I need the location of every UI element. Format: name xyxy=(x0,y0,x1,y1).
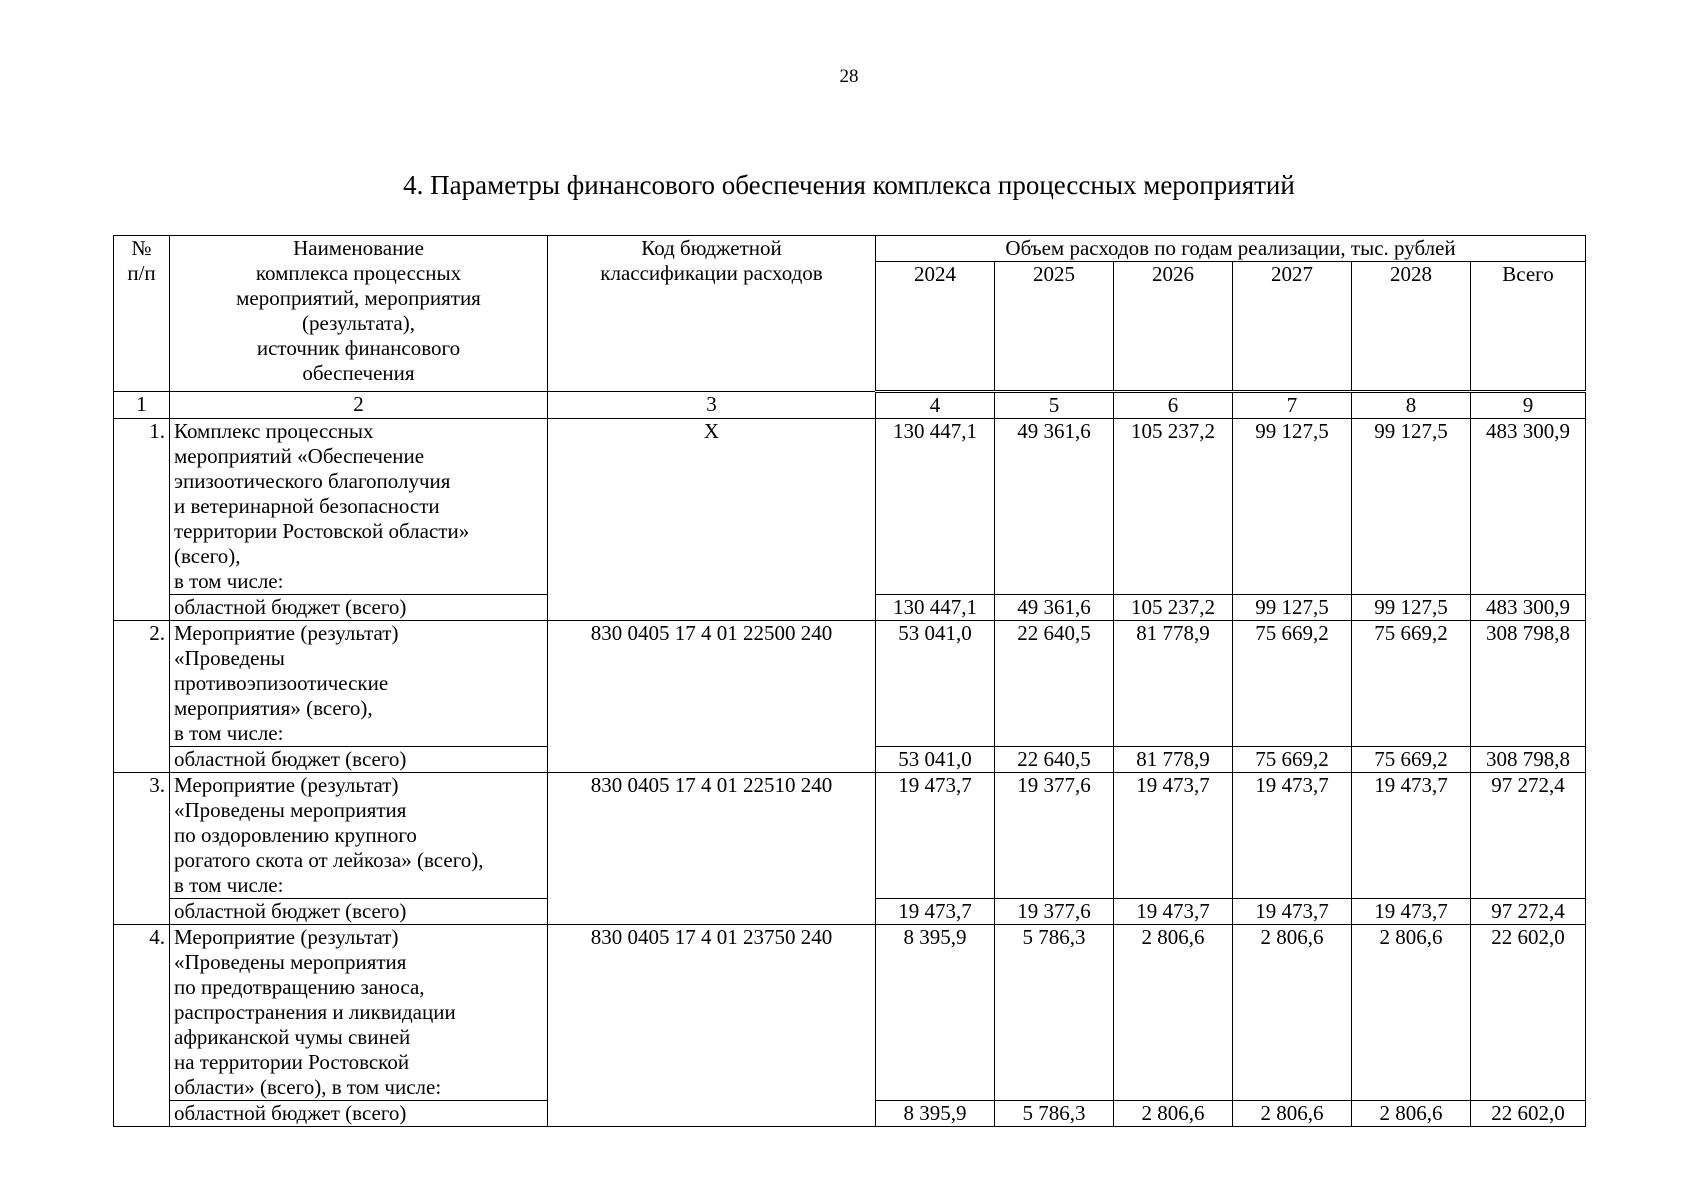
financial-parameters-table xyxy=(113,235,1586,1127)
subrow-value: 19 473,7 xyxy=(876,899,995,925)
row-budget-code: Х xyxy=(548,419,876,621)
row-value: 2 806,6 xyxy=(1233,925,1352,1101)
header-row-1 xyxy=(114,236,1586,262)
document-title: 4. Параметры финансового обеспечения комплекса процессных мероприятий xyxy=(403,170,1295,200)
subrow-name: областной бюджет (всего) xyxy=(170,747,548,773)
column-numbers-row xyxy=(114,392,1586,419)
header-col-name: Наименование комплекса процессных мероприятий, мероприятия (результата), источник финансового обеспечения xyxy=(170,236,548,392)
subrow-value: 2 806,6 xyxy=(1114,1101,1233,1127)
row-number: 4. xyxy=(114,925,170,1127)
subrow-name: областной бюджет (всего) xyxy=(170,595,548,621)
row-budget-code: 830 0405 17 4 01 22510 240 xyxy=(548,773,876,925)
column-number: 4 xyxy=(876,392,995,419)
header-year: 2025 xyxy=(995,262,1114,392)
row-value: 2 806,6 xyxy=(1114,925,1233,1101)
row-value: 5 786,3 xyxy=(995,925,1114,1101)
row-value: 81 778,9 xyxy=(1114,621,1233,747)
row-value: 75 669,2 xyxy=(1233,621,1352,747)
row-name: Мероприятие (результат) «Проведены мероприятия по оздоровлению крупного рогатого скота от лейкоза» (всего), в том числе: xyxy=(170,773,548,899)
header-year: 2028 xyxy=(1352,262,1471,392)
row-value: 22 640,5 xyxy=(995,621,1114,747)
row-number: 3. xyxy=(114,773,170,925)
header-year: 2027 xyxy=(1233,262,1352,392)
column-number: 3 xyxy=(548,392,876,419)
subrow-name: областной бюджет (всего) xyxy=(170,1101,548,1127)
subrow-value: 19 473,7 xyxy=(1233,899,1352,925)
row-value: 130 447,1 xyxy=(876,419,995,595)
subrow-value: 22 640,5 xyxy=(995,747,1114,773)
row-number: 1. xyxy=(114,419,170,621)
row-value: 99 127,5 xyxy=(1233,419,1352,595)
row-name: Мероприятие (результат) «Проведены противоэпизоотические мероприятия» (всего), в том числе: xyxy=(170,621,548,747)
row-value: 49 361,6 xyxy=(995,419,1114,595)
row-value: 308 798,8 xyxy=(1471,621,1586,747)
column-number: 7 xyxy=(1233,392,1352,419)
header-col-volume: Объем расходов по годам реализации, тыс. рублей xyxy=(876,236,1586,262)
header-col-code: Код бюджетной классификации расходов xyxy=(548,236,876,392)
subrow-value: 19 473,7 xyxy=(1114,899,1233,925)
table-row xyxy=(114,621,1586,747)
subrow-value: 105 237,2 xyxy=(1114,595,1233,621)
row-budget-code: 830 0405 17 4 01 22500 240 xyxy=(548,621,876,773)
row-value: 19 473,7 xyxy=(1114,773,1233,899)
subrow-value: 75 669,2 xyxy=(1233,747,1352,773)
subrow-value: 99 127,5 xyxy=(1233,595,1352,621)
subrow-value: 75 669,2 xyxy=(1352,747,1471,773)
row-number: 2. xyxy=(114,621,170,773)
subrow-value: 19 377,6 xyxy=(995,899,1114,925)
table-row xyxy=(114,773,1586,899)
column-number: 9 xyxy=(1471,392,1586,419)
row-value: 53 041,0 xyxy=(876,621,995,747)
table-row xyxy=(114,419,1586,595)
row-name: Мероприятие (результат) «Проведены мероприятия по предотвращению заноса, распространения и ликвидации африканской чумы свиней на территории Ростовской области» (всего), в том числе: xyxy=(170,925,548,1101)
subrow-value: 5 786,3 xyxy=(995,1101,1114,1127)
subrow-value: 81 778,9 xyxy=(1114,747,1233,773)
subrow-value: 130 447,1 xyxy=(876,595,995,621)
column-number: 2 xyxy=(170,392,548,419)
subrow-value: 22 602,0 xyxy=(1471,1101,1586,1127)
row-value: 99 127,5 xyxy=(1352,419,1471,595)
row-value: 2 806,6 xyxy=(1352,925,1471,1101)
subrow-value: 97 272,4 xyxy=(1471,899,1586,925)
subrow-value: 2 806,6 xyxy=(1233,1101,1352,1127)
subrow-value: 53 041,0 xyxy=(876,747,995,773)
row-value: 105 237,2 xyxy=(1114,419,1233,595)
row-value: 19 473,7 xyxy=(1352,773,1471,899)
row-value: 8 395,9 xyxy=(876,925,995,1101)
header-col-num: № п/п xyxy=(114,236,170,392)
row-value: 19 377,6 xyxy=(995,773,1114,899)
table-row xyxy=(114,925,1586,1101)
row-name: Комплекс процессных мероприятий «Обеспечение эпизоотического благополучия и ветеринарной безопасности территории Ростовской области» (всего), в том числе: xyxy=(170,419,548,595)
column-number: 8 xyxy=(1352,392,1471,419)
subrow-value: 8 395,9 xyxy=(876,1101,995,1127)
subrow-value: 308 798,8 xyxy=(1471,747,1586,773)
column-number: 6 xyxy=(1114,392,1233,419)
row-value: 97 272,4 xyxy=(1471,773,1586,899)
column-number: 1 xyxy=(114,392,170,419)
header-year: 2026 xyxy=(1114,262,1233,392)
header-year: 2024 xyxy=(876,262,995,392)
page-number: 28 xyxy=(839,66,859,87)
subrow-value: 49 361,6 xyxy=(995,595,1114,621)
row-budget-code: 830 0405 17 4 01 23750 240 xyxy=(548,925,876,1127)
row-value: 22 602,0 xyxy=(1471,925,1586,1101)
header-year-total: Всего xyxy=(1471,262,1586,392)
subrow-name: областной бюджет (всего) xyxy=(170,899,548,925)
row-value: 19 473,7 xyxy=(1233,773,1352,899)
subrow-value: 19 473,7 xyxy=(1352,899,1471,925)
subrow-value: 2 806,6 xyxy=(1352,1101,1471,1127)
subrow-value: 99 127,5 xyxy=(1352,595,1471,621)
row-value: 19 473,7 xyxy=(876,773,995,899)
row-value: 75 669,2 xyxy=(1352,621,1471,747)
subrow-value: 483 300,9 xyxy=(1471,595,1586,621)
row-value: 483 300,9 xyxy=(1471,419,1586,595)
column-number: 5 xyxy=(995,392,1114,419)
